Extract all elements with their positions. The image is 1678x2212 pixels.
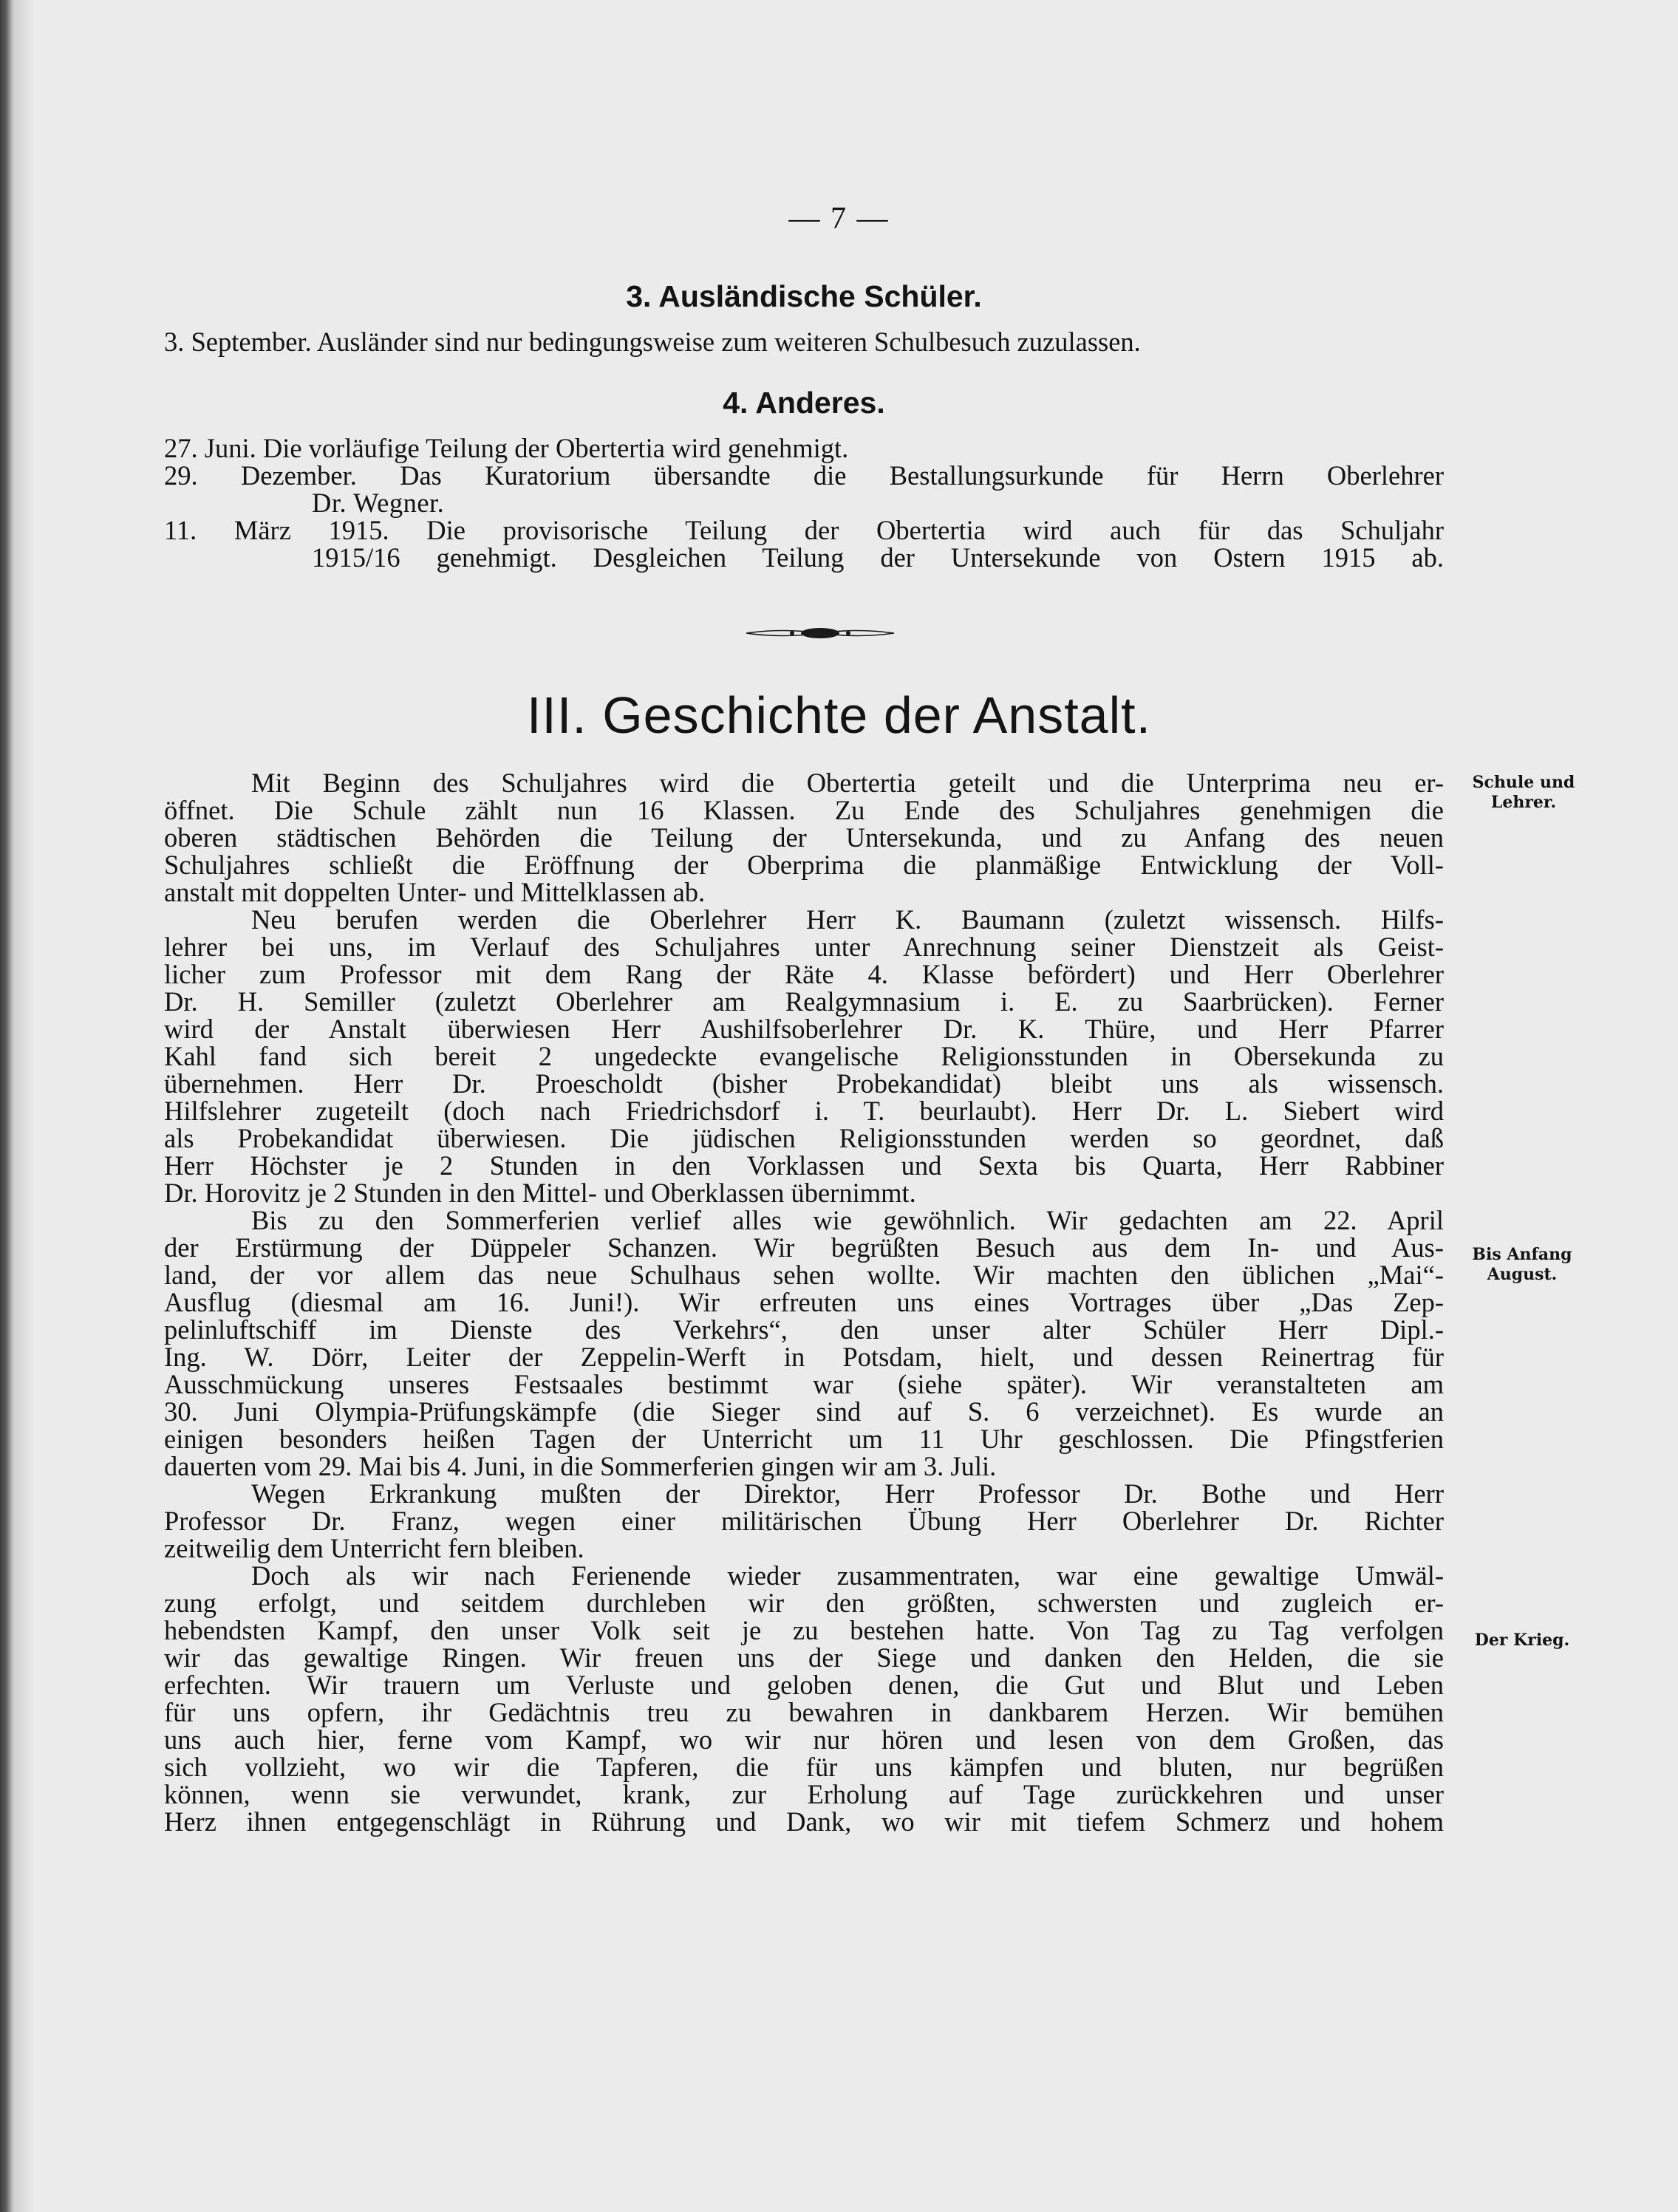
- text-line: dauerten vom 29. Mai bis 4. Juni, in die Sommerferien gingen wir am 3. Juli.: [164, 1451, 997, 1481]
- text-line: Herz ihnen entgegenschlägt in Rührung und Dank, wo wir mit tiefem Schmerz und hohem: [164, 1806, 1444, 1837]
- text-line: einigen besonders heißen Tagen der Unterricht um 11 Uhr geschlossen. Die Pfingstferien: [164, 1424, 1444, 1454]
- text-line: Kahl fand sich bereit 2 ungedeckte evangelische Religionsstunden in Obersekunda zu: [164, 1041, 1444, 1071]
- text-line: 1915/16 genehmigt. Desgleichen Teilung der Untersekunde von Ostern 1915 ab.: [312, 542, 1444, 573]
- chapter-title: III. Geschichte der Anstalt.: [526, 686, 1152, 744]
- text-line: 30. Juni Olympia-Prüfungskämpfe (die Sieger sind auf S. 6 verzeichnet). Es wurde an: [164, 1396, 1444, 1427]
- text-line: als Probekandidat überwiesen. Die jüdischen Religionsstunden werden so geordnet, daß: [164, 1123, 1444, 1153]
- section-3-text: [164, 328, 1444, 355]
- text-line: Dr. Wegner.: [312, 488, 445, 518]
- section-4-text: [164, 434, 1444, 571]
- margin-note-bis-august: Bis Anfang August.: [1472, 1245, 1572, 1284]
- text-line: können, wenn sie verwundet, krank, zur Erholung auf Tage zurückkehren und unser: [164, 1779, 1444, 1809]
- text-line: Ausschmückung unseres Festsaales bestimmt war (siehe später). Wir veranstalteten am: [164, 1369, 1444, 1399]
- text-line: 27. Juni. Die vorläufige Teilung der Obertertia wird genehmigt.: [164, 433, 849, 463]
- text-line: Ausflug (diesmal am 16. Juni!). Wir erfreuten uns eines Vortrages über „Das Zep-: [164, 1287, 1444, 1317]
- text-line: übernehmen. Herr Dr. Proescholdt (bisher Probekandidat) bleibt uns als wissensch.: [164, 1068, 1444, 1099]
- text-line: licher zum Professor mit dem Rang der Räte 4. Klasse befördert) und Herr Oberlehrer: [164, 959, 1444, 989]
- section-3: [164, 279, 1444, 314]
- ornament-divider-icon: [746, 622, 894, 644]
- text-line: öffnet. Die Schule zählt nun 16 Klassen. Zu Ende des Schuljahres genehmigen die: [164, 795, 1444, 825]
- margin-note-krieg: Der Krieg.: [1474, 1631, 1570, 1650]
- section-4: [164, 386, 1444, 420]
- page-number: — 7 —: [788, 202, 890, 236]
- text-line: Dr. H. Semiller (zuletzt Oberlehrer am Realgymnasium i. E. zu Saarbrücken). Ferner: [164, 986, 1444, 1017]
- text-line: zeitweilig dem Unterricht fern bleiben.: [164, 1533, 584, 1563]
- text-line: für uns opfern, ihr Gedächtnis treu zu bewahren in dankbarem Herzen. Wir bemühen: [164, 1697, 1444, 1727]
- text-line: Neu berufen werden die Oberlehrer Herr K. Baumann (zuletzt wissensch. Hilfs-: [251, 904, 1444, 935]
- text-line: 11. März 1915. Die provisorische Teilung der Obertertia wird auch für das Schuljahr: [164, 515, 1444, 545]
- text-line: pelinluftschiff im Dienste des Verkehrs“, den unser alter Schüler Herr Dipl.-: [164, 1314, 1444, 1345]
- text-line: Wegen Erkrankung mußten der Direktor, Herr Professor Dr. Bothe und Herr: [251, 1478, 1444, 1509]
- body-text: [164, 769, 1444, 1835]
- text-line: hebendsten Kampf, den unser Volk seit je zu bestehen hatte. Von Tag zu Tag verfolgen: [164, 1615, 1444, 1645]
- text-line: sich vollzieht, wo wir die Tapferen, die für uns kämpfen und bluten, nur begrüßen: [164, 1752, 1444, 1782]
- text-line: Mit Beginn des Schuljahres wird die Obertertia geteilt und die Unterprima neu er-: [251, 768, 1444, 798]
- text-line: Bis zu den Sommerferien verlief alles wie gewöhnlich. Wir gedachten am 22. April: [251, 1205, 1444, 1235]
- text-line: anstalt mit doppelten Unter- und Mittelklassen ab.: [164, 877, 706, 907]
- section-3-heading: 3. Ausländische Schüler.: [626, 279, 982, 313]
- text-line: Schuljahres schließt die Eröffnung der Oberprima die planmäßige Entwicklung der Voll-: [164, 850, 1444, 880]
- text-line: Ing. W. Dörr, Leiter der Zeppelin-Werft in Potsdam, hielt, und dessen Reinertrag für: [164, 1342, 1444, 1372]
- text-line: 3. September. Ausländer sind nur bedingungsweise zum weiteren Schulbesuch zuzulassen.: [164, 327, 1141, 357]
- text-line: Doch als wir nach Ferienende wieder zusammentraten, war eine gewaltige Umwäl-: [251, 1560, 1444, 1591]
- text-line: lehrer bei uns, im Verlauf des Schuljahres unter Anrechnung seiner Dienstzeit als Geist-: [164, 932, 1444, 962]
- text-line: Herr Höchster je 2 Stunden in den Vorklassen und Sexta bis Quarta, Herr Rabbiner: [164, 1150, 1444, 1181]
- text-line: Dr. Horovitz je 2 Stunden in den Mittel- und Oberklassen übernimmt.: [164, 1178, 916, 1208]
- margin-note-schule-lehrer: Schule und Lehrer.: [1472, 773, 1575, 812]
- section-4-heading: 4. Anderes.: [723, 386, 885, 420]
- text-line: land, der vor allem das neue Schulhaus sehen wollte. Wir machten den üblichen „Mai“-: [164, 1260, 1444, 1290]
- text-line: Hilfslehrer zugeteilt (doch nach Friedrichsdorf i. T. beurlaubt). Herr Dr. L. Siebert wird: [164, 1096, 1444, 1126]
- text-line: Professor Dr. Franz, wegen einer militärischen Übung Herr Oberlehrer Dr. Richter: [164, 1506, 1444, 1536]
- text-line: oberen städtischen Behörden die Teilung der Untersekunda, und zu Anfang des neuen: [164, 822, 1444, 853]
- text-line: 29. Dezember. Das Kuratorium übersandte die Bestallungsurkunde für Herrn Oberlehrer: [164, 460, 1444, 491]
- text-line: wir das gewaltige Ringen. Wir freuen uns der Siege und danken den Helden, die sie: [164, 1642, 1444, 1673]
- text-line: zung erfolgt, und seitdem durchleben wir den größten, schwersten und zugleich er-: [164, 1588, 1444, 1618]
- text-line: uns auch hier, ferne vom Kampf, wo wir nur hören und lesen von dem Großen, das: [164, 1724, 1444, 1755]
- text-line: erfechten. Wir trauern um Verluste und geloben denen, die Gut und Blut und Leben: [164, 1670, 1444, 1700]
- text-line: der Erstürmung der Düppeler Schanzen. Wir begrüßten Besuch aus dem In- und Aus-: [164, 1232, 1444, 1263]
- page-edge-shadow: [0, 0, 34, 2212]
- text-line: wird der Anstalt überwiesen Herr Aushilfsoberlehrer Dr. K. Thüre, und Herr Pfarrer: [164, 1014, 1444, 1044]
